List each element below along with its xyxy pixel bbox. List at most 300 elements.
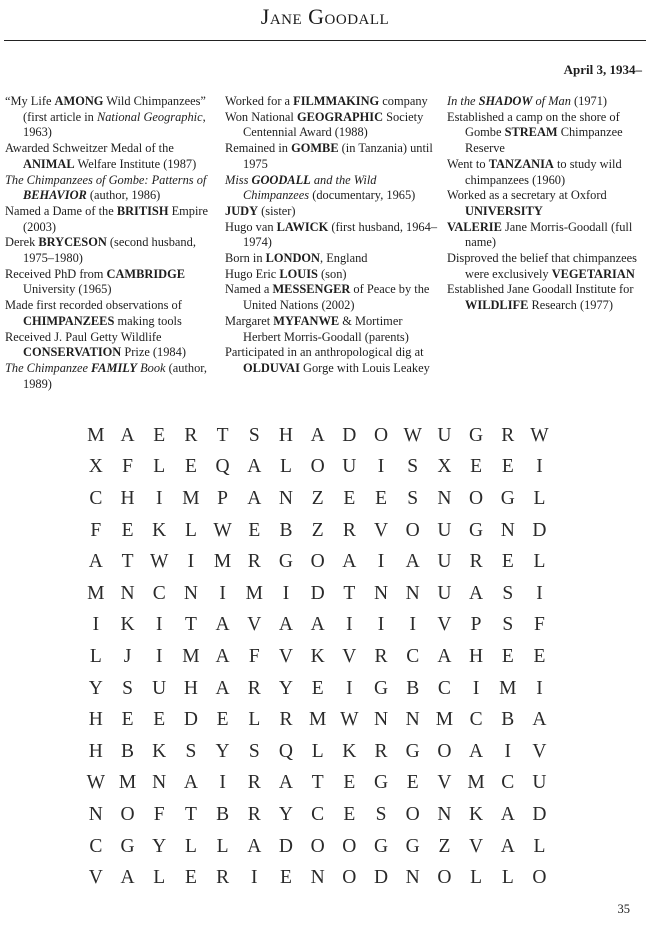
grid-letter[interactable]: J [123,645,132,667]
clue-text: (author, 1986) [86,188,161,203]
grid-letter[interactable]: O [373,424,389,446]
grid-letter[interactable]: G [405,835,420,857]
grid-letter[interactable]: H [183,677,198,699]
grid-letter[interactable]: V [373,519,389,541]
grid-letter[interactable]: I [536,456,543,478]
page-title: Jane Goodall [260,4,390,29]
clue-text: (first husband, 1964–1974) [243,219,438,250]
grid-letter[interactable]: O [405,803,420,825]
grid-letter[interactable]: I [187,551,195,573]
grid-letter[interactable]: E [184,867,197,889]
grid-letter[interactable]: L [280,456,292,478]
grid-letter[interactable]: O [437,867,452,889]
clue-entry [447,282,650,313]
grid-letter[interactable]: U [152,677,167,699]
grid-letter[interactable]: A [120,867,135,889]
grid-letter[interactable]: L [470,867,483,889]
grid-letter[interactable]: N [278,487,294,509]
grid-letter[interactable]: S [407,456,419,478]
clue-text: (son) [317,266,347,281]
grid-row [80,483,555,515]
grid-letter[interactable]: V [469,835,484,857]
clue-entry [447,220,650,251]
grid-letter[interactable]: O [532,867,547,889]
grid-letter[interactable]: G [469,424,484,446]
grid-letter[interactable]: N [405,709,420,731]
grid-letter[interactable]: M [213,551,232,573]
grid-letter[interactable]: Y [88,677,103,699]
grid-letter[interactable]: R [247,803,261,825]
grid-letter[interactable]: P [217,487,229,509]
grid-letter[interactable]: I [536,677,543,699]
clue-text: Received J. Paul Getty Wildlife [5,329,162,344]
grid-letter[interactable]: H [278,424,294,446]
grid-letter[interactable]: C [406,645,420,667]
clue-keyword: CONSERVATION [23,345,122,360]
grid-letter[interactable]: E [470,456,483,478]
grid-letter[interactable]: Y [278,677,294,699]
grid-letter[interactable]: S [407,487,419,509]
clue-entry [447,94,650,110]
grid-letter[interactable]: W [530,424,549,446]
grid-letter[interactable]: N [373,709,389,731]
grid-letter[interactable]: N [183,582,198,604]
grid-row [80,862,555,894]
grid-letter[interactable]: A [469,740,484,762]
clue-keyword: TANZANIA [488,156,554,171]
clue-keyword: CHIMPANZEES [23,313,115,328]
grid-letter[interactable]: A [500,835,515,857]
grid-letter[interactable]: H [88,740,103,762]
clue-keyword: MESSENGER [272,282,351,297]
grid-letter[interactable]: N [373,582,389,604]
grid-letter[interactable]: V [437,772,452,794]
clue-text: The Chimpanzee [5,360,92,375]
grid-letter[interactable]: A [88,551,103,573]
grid-row [80,736,555,768]
grid-letter[interactable]: T [343,582,356,604]
clue-entry [5,173,223,204]
grid-letter[interactable]: K [152,740,167,762]
grid-letter[interactable]: C [89,835,103,857]
grid-letter[interactable]: N [405,582,420,604]
grid-letter[interactable]: I [409,614,416,636]
grid-letter[interactable]: R [247,551,261,573]
grid-letter[interactable]: A [437,645,452,667]
grid-letter[interactable]: A [405,551,420,573]
clue-text: National Geographic [96,109,203,124]
grid-letter[interactable]: A [215,677,230,699]
grid-letter[interactable]: E [533,645,546,667]
grid-letter[interactable]: S [248,740,260,762]
grid-letter[interactable]: R [184,424,198,446]
grid-letter[interactable]: S [502,582,514,604]
grid-letter[interactable]: G [373,835,389,857]
clue-keyword: ANIMAL [23,156,75,171]
grid-letter[interactable]: A [183,772,198,794]
grid-letter[interactable]: R [216,867,230,889]
grid-row [80,768,555,800]
grid-letter[interactable]: G [373,677,389,699]
clue-text: making tools [114,313,182,328]
grid-letter[interactable]: S [248,424,260,446]
grid-letter[interactable]: S [502,614,514,636]
grid-letter[interactable]: U [437,519,452,541]
grid-letter[interactable]: O [405,519,420,541]
clue-text: of Man [532,94,571,108]
grid-letter[interactable]: G [373,772,389,794]
grid-letter[interactable]: B [121,740,135,762]
clue-text: (author, 1989) [23,360,208,391]
grid-letter[interactable]: C [89,487,103,509]
grid-letter[interactable]: C [311,803,325,825]
grid-letter[interactable]: L [533,551,546,573]
grid-letter[interactable]: M [87,582,105,604]
grid-letter[interactable]: I [536,582,543,604]
grid-letter[interactable]: K [469,803,484,825]
grid-letter[interactable]: M [245,582,263,604]
grid-letter[interactable]: G [278,551,294,573]
grid-letter[interactable]: I [377,551,385,573]
grid-letter[interactable]: E [280,867,292,889]
clue-entry [447,157,650,188]
grid-letter[interactable]: M [182,645,200,667]
grid-letter[interactable]: I [504,740,512,762]
grid-letter[interactable]: T [311,772,324,794]
grid-letter[interactable]: V [278,645,294,667]
grid-letter[interactable]: R [501,424,515,446]
grid-letter[interactable]: R [469,551,483,573]
clue-entry [5,361,223,392]
grid-letter[interactable]: R [374,740,388,762]
clue-entry [225,204,443,220]
clue-entry [5,330,223,361]
grid-letter[interactable]: C [469,709,483,731]
grid-letter[interactable]: N [310,867,325,889]
grid-letter[interactable]: Y [215,740,230,762]
grid-letter[interactable]: N [500,519,515,541]
grid-letter[interactable]: N [405,867,420,889]
grid-letter[interactable]: O [120,803,135,825]
grid-letter[interactable]: D [373,867,389,889]
grid-letter[interactable]: E [248,519,261,541]
grid-letter[interactable]: E [121,709,134,731]
grid-letter[interactable]: E [153,424,166,446]
grid-letter[interactable]: V [247,614,262,636]
grid-letter[interactable]: E [153,709,166,731]
clue-keyword: CAMBRIDGE [106,266,185,281]
grid-letter[interactable]: E [343,803,356,825]
grid-letter[interactable]: G [120,835,135,857]
grid-letter[interactable]: S [185,740,197,762]
clue-text: Worked for a [225,94,294,108]
grid-letter[interactable]: X [437,456,452,478]
grid-letter[interactable]: N [120,582,135,604]
grid-letter[interactable]: A [469,582,484,604]
grid-letter[interactable]: U [437,551,452,573]
clue-entry [225,173,443,204]
clue-text: , 1963) [23,109,206,140]
grid-letter[interactable]: E [406,772,419,794]
grid-letter[interactable]: F [534,614,545,636]
clue-text: Jane Morris-Goodall (full name) [465,219,633,250]
grid-letter[interactable]: I [472,677,480,699]
grid-letter[interactable]: R [279,709,293,731]
clue-keyword: FILMMAKING [293,94,380,108]
grid-letter[interactable]: T [121,551,134,573]
clue-text: Empire (2003) [23,203,209,234]
grid-letter[interactable]: I [251,867,258,889]
grid-letter[interactable]: E [501,456,514,478]
grid-letter[interactable]: A [120,424,135,446]
grid-letter[interactable]: A [500,803,515,825]
grid-letter[interactable]: F [248,645,260,667]
grid-letter[interactable]: B [406,677,420,699]
grid-letter[interactable]: L [184,519,197,541]
grid-letter[interactable]: N [88,803,103,825]
grid-letter[interactable]: A [247,835,262,857]
grid-letter[interactable]: A [215,645,230,667]
clue-text: Participated in an anthropological dig at [225,345,424,360]
grid-letter[interactable]: H [120,487,135,509]
grid-letter[interactable]: X [88,456,103,478]
grid-letter[interactable]: I [377,456,385,478]
grid-letter[interactable]: L [501,867,514,889]
clue-text: Named a [225,282,273,297]
clue-text: Research (1977) [528,298,613,313]
grid-letter[interactable]: M [435,709,454,731]
grid-letter[interactable]: A [215,614,230,636]
clue-column-1 [5,94,223,392]
page-number: 35 [617,902,630,916]
grid-letter[interactable]: N [437,803,452,825]
grid-letter[interactable]: D [278,835,294,857]
grid-letter[interactable]: I [346,614,353,636]
grid-letter[interactable]: O [310,456,325,478]
birth-date: April 3, 1934– [563,62,642,77]
grid-row [80,578,555,610]
grid-letter[interactable]: E [121,519,134,541]
grid-letter[interactable]: D [532,519,547,541]
grid-letter[interactable]: D [342,424,357,446]
grid-letter[interactable]: U [437,582,452,604]
grid-letter[interactable]: R [247,772,261,794]
grid-row [80,546,555,578]
grid-letter[interactable]: A [278,772,294,794]
grid-letter[interactable]: F [90,519,102,541]
clue-keyword: GOODALL [251,172,311,187]
clue-keyword: VALERIE [447,219,502,234]
grid-letter[interactable]: M [87,424,105,446]
grid-letter[interactable]: F [122,456,133,478]
grid-letter[interactable]: O [437,740,452,762]
grid-letter[interactable]: M [182,487,200,509]
grid-letter[interactable]: Z [311,519,324,541]
grid-letter[interactable]: Y [278,803,294,825]
grid-letter[interactable]: I [219,772,226,794]
grid-letter[interactable]: M [499,677,517,699]
grid-letter[interactable]: S [122,677,133,699]
grid-letter[interactable]: O [310,551,325,573]
grid-letter[interactable]: O [342,867,357,889]
grid-letter[interactable]: W [403,424,422,446]
grid-letter[interactable]: U [532,772,547,794]
grid-letter[interactable]: E [343,487,356,509]
grid-letter[interactable]: U [437,424,452,446]
grid-letter[interactable]: U [342,456,357,478]
grid-letter[interactable]: T [184,803,197,825]
grid-letter[interactable]: Z [438,835,451,857]
clue-text: company [379,94,428,108]
grid-letter[interactable]: W [213,519,232,541]
grid-letter[interactable]: A [278,614,294,636]
clue-text: “My Life [5,94,55,108]
grid-row [80,420,555,452]
grid-letter[interactable]: I [282,582,290,604]
grid-letter[interactable]: L [153,456,166,478]
grid-row [80,673,555,705]
grid-letter[interactable]: M [118,772,137,794]
grid-letter[interactable]: N [437,487,452,509]
grid-letter[interactable]: V [342,645,357,667]
grid-letter[interactable]: T [184,614,197,636]
clue-text: (in Tanzania) until 1975 [243,141,433,171]
clue-entry [5,94,223,141]
grid-letter[interactable]: D [532,803,547,825]
grid-letter[interactable]: B [216,803,230,825]
grid-row [80,452,555,484]
grid-letter[interactable]: I [155,614,163,636]
grid-letter[interactable]: V [437,614,452,636]
clue-keyword: UNIVERSITY [465,203,543,218]
clue-keyword: LONDON [265,251,321,266]
grid-letter[interactable]: W [150,551,169,573]
grid-letter[interactable]: G [469,519,484,541]
clue-text: (documentary, 1965) [309,188,416,203]
grid-letter[interactable]: G [500,487,515,509]
clue-column-3 [447,94,650,314]
grid-letter[interactable]: I [377,614,385,636]
grid-letter[interactable]: E [501,645,514,667]
grid-letter[interactable]: B [501,709,515,731]
grid-letter[interactable]: R [342,519,356,541]
clue-entry [225,251,443,267]
word-search-grid[interactable] [80,420,555,894]
grid-letter[interactable]: W [86,772,106,794]
grid-letter[interactable]: E [184,456,197,478]
clue-text: Established a camp on the shore of Gombe [447,109,620,140]
grid-letter[interactable]: O [469,487,484,509]
grid-letter[interactable]: D [183,709,198,731]
grid-letter[interactable]: B [279,519,293,541]
grid-letter[interactable]: L [248,709,261,731]
grid-letter[interactable]: A [310,424,325,446]
grid-letter[interactable]: K [310,645,325,667]
grid-letter[interactable]: C [437,677,451,699]
grid-row [80,831,555,863]
grid-letter[interactable]: L [533,835,546,857]
grid-letter[interactable]: Y [152,835,167,857]
clue-keyword: VEGETARIAN [551,266,635,281]
grid-letter[interactable]: E [501,551,514,573]
grid-letter[interactable]: I [155,645,163,667]
grid-letter[interactable]: A [310,614,325,636]
grid-letter[interactable]: A [532,709,547,731]
grid-row [80,799,555,831]
grid-letter[interactable]: K [120,614,135,636]
grid-letter[interactable]: Q [278,740,294,762]
clue-keyword: GOMBE [291,141,339,156]
clue-keyword: GEOGRAPHIC [296,109,384,124]
grid-letter[interactable]: I [155,487,163,509]
grid-letter[interactable]: C [501,772,515,794]
grid-letter[interactable]: O [342,835,357,857]
grid-letter[interactable]: L [89,645,102,667]
grid-letter[interactable]: D [310,582,325,604]
clue-keyword: LAWICK [276,219,329,234]
clue-text: Hugo van [225,219,277,234]
grid-letter[interactable]: H [469,645,484,667]
grid-letter[interactable]: Q [215,456,230,478]
grid-letter[interactable]: V [532,740,547,762]
grid-letter[interactable]: L [184,835,197,857]
clue-entry [225,267,443,283]
grid-letter[interactable]: A [247,487,262,509]
grid-letter[interactable]: M [308,709,327,731]
grid-letter[interactable]: V [88,867,103,889]
grid-letter[interactable]: R [247,677,261,699]
grid-letter[interactable]: I [346,677,353,699]
grid-letter[interactable]: L [153,867,166,889]
grid-letter[interactable]: L [216,835,229,857]
grid-letter[interactable]: M [467,772,485,794]
grid-letter[interactable]: G [405,740,420,762]
grid-letter[interactable]: F [153,803,165,825]
grid-letter[interactable]: A [342,551,357,573]
grid-letter[interactable]: I [219,582,226,604]
grid-letter[interactable]: S [375,803,387,825]
clue-text: Chimpanzee Reserve [465,125,623,156]
grid-letter[interactable]: E [375,487,387,509]
grid-letter[interactable]: K [342,740,357,762]
grid-letter[interactable]: R [374,645,388,667]
clue-text: , England [320,251,368,266]
grid-letter[interactable]: E [343,772,356,794]
clue-keyword: JUDY [225,203,259,218]
grid-letter[interactable]: L [311,740,324,762]
grid-letter[interactable]: E [216,709,229,731]
grid-letter[interactable]: L [533,487,546,509]
title-divider [4,40,646,41]
grid-letter[interactable]: K [152,519,167,541]
grid-letter[interactable]: A [247,456,262,478]
grid-letter[interactable]: N [152,772,167,794]
grid-letter[interactable]: C [152,582,166,604]
grid-letter[interactable]: W [340,709,359,731]
grid-letter[interactable]: T [216,424,229,446]
clue-entry [5,298,223,329]
clue-entry [225,345,443,376]
grid-letter[interactable]: I [92,614,100,636]
grid-letter[interactable]: O [310,835,325,857]
grid-letter[interactable]: P [470,614,482,636]
clue-text: Wild Chimpanzees” (first article in [23,94,206,124]
grid-letter[interactable]: Z [311,487,324,509]
grid-letter[interactable]: H [88,709,103,731]
grid-row [80,610,555,642]
grid-letter[interactable]: E [311,677,324,699]
clue-keyword: WILDLIFE [465,298,529,313]
